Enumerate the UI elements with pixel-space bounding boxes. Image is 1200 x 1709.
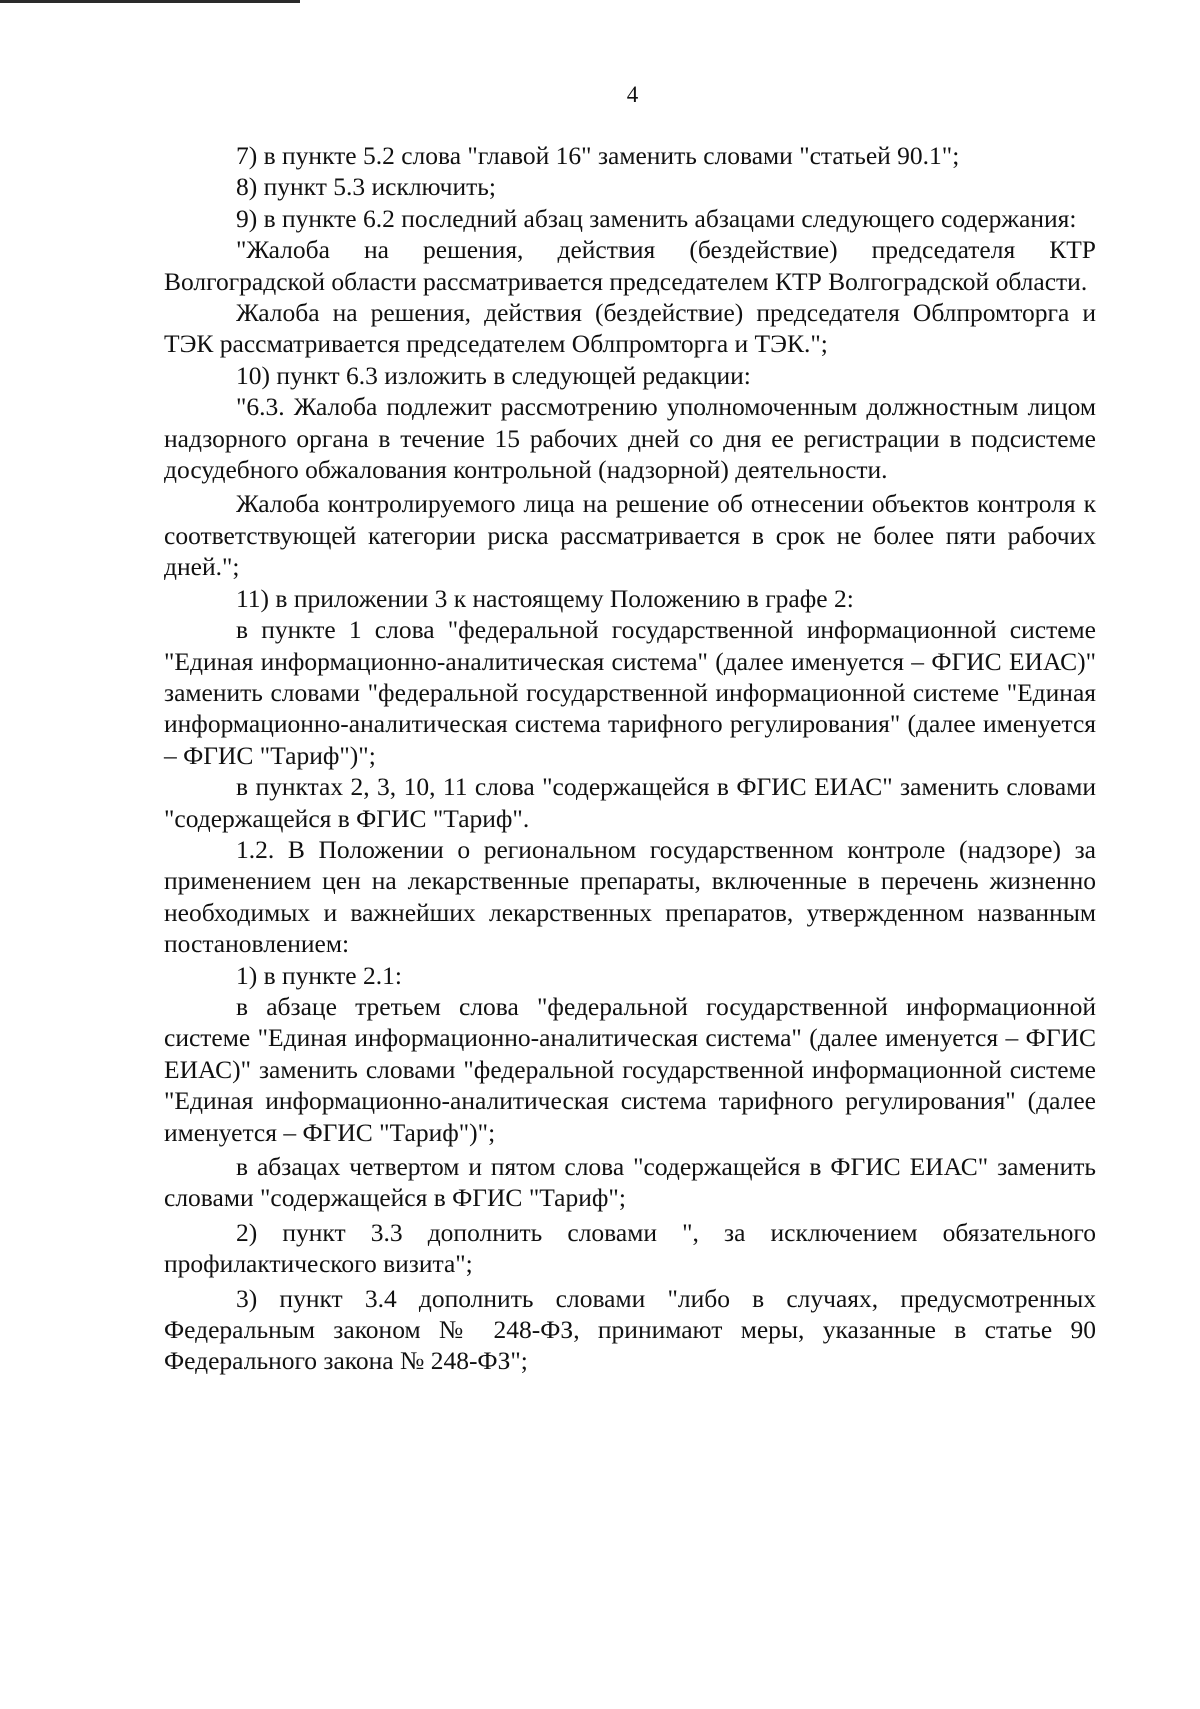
paragraph-point-1-replacement: в пункте 1 слова "федеральной государственной информационной системе "Единая информационно-аналитическая система" (далее именуется – ФГИС ЕИАС)" заменить словами "федеральной государственной информационной системе "Единая информационно-аналитическая система тарифного регулирования" (далее именуется – ФГИС "Тариф")"; bbox=[164, 615, 1096, 770]
document-body bbox=[164, 140, 1096, 1377]
paragraph-third-abzac: в абзаце третьем слова "федеральной государственной информационной системе "Единая информационно-аналитическая система" (далее именуется – ФГИС ЕИАС)" заменить словами "федеральной государственной информационной системе "Единая информационно-аналитическая система тарифного регулирования" (далее именуется – ФГИС "Тариф")"; bbox=[164, 991, 1096, 1147]
paragraph-item-9: 9) в пункте 6.2 последний абзац заменить абзацами следующего содержания: bbox=[236, 203, 1077, 233]
paragraph-sub-item-3: 3) пункт 3.4 дополнить словами "либо в случаях, предусмотренных Федеральным законом № 248-ФЗ, принимают меры, указанные в статье 90 Федерального закона № 248-ФЗ"; bbox=[164, 1283, 1096, 1376]
quoted-paragraph-6-3: "6.3. Жалоба подлежит рассмотрению уполномоченным должностным лицом надзорного органа в течение 15 рабочих дней со дня ее регистрации в подсистеме досудебного обжалования контрольной (надзорной) деятельности. bbox=[164, 392, 1096, 485]
paragraph-fourth-fifth-abzac: в абзацах четвертом и пятом слова "содержащейся в ФГИС ЕИАС" заменить словами "содержащейся в ФГИС "Тариф"; bbox=[164, 1152, 1096, 1213]
paragraph-item-11: 11) в приложении 3 к настоящему Положению в графе 2: bbox=[236, 583, 854, 613]
paragraph-points-2-3-10-11: в пунктах 2, 3, 10, 11 слова "содержащейся в ФГИС ЕИАС" заменить словами "содержащейся в ФГИС "Тариф". bbox=[164, 772, 1096, 833]
paragraph-item-10: 10) пункт 6.3 изложить в следующей редакции: bbox=[236, 360, 751, 390]
paragraph-sub-item-1: 1) в пункте 2.1: bbox=[236, 960, 402, 990]
paragraph-sub-item-2: 2) пункт 3.3 дополнить словами ", за исключением обязательного профилактического визита"; bbox=[164, 1217, 1096, 1279]
quoted-paragraph-risk-category: Жалоба контролируемого лица на решение об отнесении объектов контроля к соответствующей категории риска рассматривается в срок не более пяти рабочих дней."; bbox=[164, 489, 1096, 582]
page-number: 4 bbox=[626, 82, 639, 107]
quoted-paragraph-ktr: "Жалоба на решения, действия (бездействие) председателя КТР Волгоградской области рассматривается председателем КТР Волгоградской области. bbox=[164, 235, 1096, 296]
quoted-paragraph-oblpromtorg: Жалоба на решения, действия (бездействие) председателя Облпромторга и ТЭК рассматривается председателем Облпромторга и ТЭК."; bbox=[164, 298, 1096, 359]
paragraph-section-1-2: 1.2. В Положении о региональном государственном контроле (надзоре) за применением цен на лекарственные препараты, включенные в перечень жизненно необходимых и важнейших лекарственных препаратов, утвержденном названным постановлением: bbox=[164, 834, 1096, 959]
paragraph-item-7: 7) в пункте 5.2 слова "главой 16" заменить словами "статьей 90.1"; bbox=[236, 141, 960, 170]
paragraph-item-8: 8) пункт 5.3 исключить; bbox=[236, 172, 496, 202]
